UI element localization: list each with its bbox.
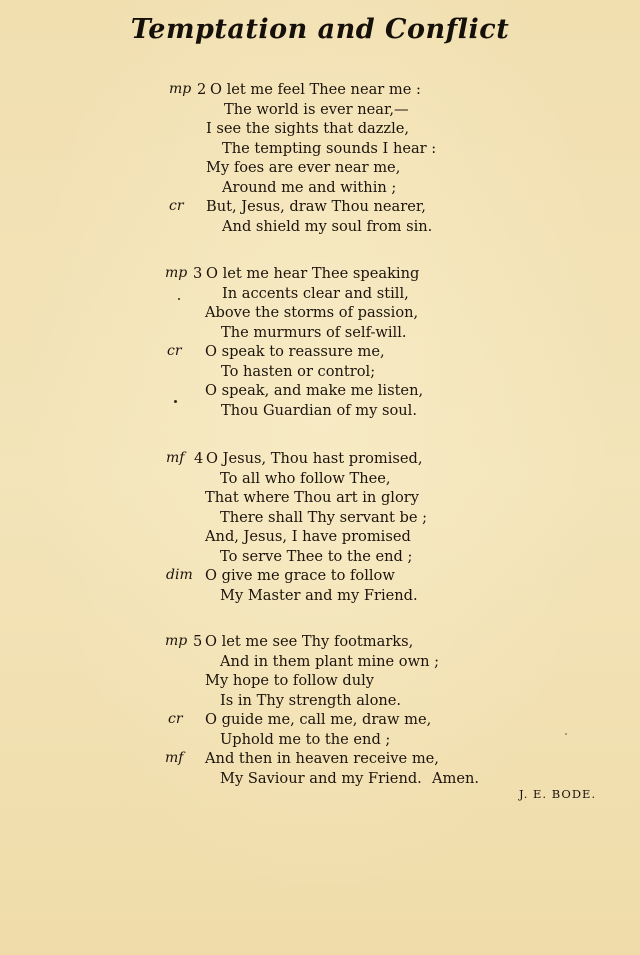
verse-line: O let me feel Thee near me : [210,81,421,98]
stanza-number: 4 [194,450,204,467]
verse-line: And shield my soul from sin. [222,217,433,235]
verse-line: My foes are ever near me, [206,159,401,176]
line-dynamic: cr [169,198,184,214]
verse-line: The world is ever near,— [224,100,409,118]
verse-line: But, Jesus, draw Thou nearer, [206,198,426,215]
verse-line: Uphold me to the end ; [220,730,391,748]
verse-line: O Jesus, Thou hast promised, [206,450,423,467]
line-dynamic: mf [165,750,184,766]
verse-line: And then in heaven receive me, [205,750,439,767]
verse-line: O guide me, call me, draw me, [205,711,432,728]
verse-line: The murmurs of self-will. [221,323,407,341]
verse-line: Above the storms of passion, [205,304,419,321]
verse-line: Is in Thy strength alone. [220,691,402,709]
verse-line: Thou Guardian of my soul. [221,401,417,419]
verse-line: O give me grace to follow [205,567,395,584]
line-dynamic: cr [167,343,182,359]
verse-line: My Master and my Friend. [220,586,418,604]
verse-line: Around me and within ; [222,178,397,196]
author-credit: J. E. BODE. [519,787,597,801]
stanza-dynamic: mf [166,450,185,466]
verse-line: O speak, and make me listen, [205,382,424,399]
verse-line: My hope to follow duly [205,672,375,689]
verse-line: To hasten or control; [221,362,376,380]
print-speck [565,733,567,735]
verse-line: The tempting sounds I hear : [222,139,437,157]
verse-line: And, Jesus, I have promised [205,528,411,545]
verse-line: O let me hear Thee speaking [206,265,420,282]
verse-line: My Saviour and my Friend. [220,769,422,787]
stanza-dynamic: mp [169,81,192,97]
verse-line: To all who follow Thee, [220,469,391,487]
stanza-dynamic: mp [165,265,188,281]
verse-line: And in them plant mine own ; [220,652,440,670]
verse-line: In accents clear and still, [222,284,409,302]
verse-line: There shall Thy servant be ; [220,508,428,526]
stanza-dynamic: mp [165,633,188,649]
stanza-number: 3 [193,265,203,282]
verse-line: O let me see Thy footmarks, [205,633,414,650]
print-speck [174,400,177,403]
print-speck [178,298,180,300]
verse-line: I see the sights that dazzle, [206,120,410,137]
stanza-number: 2 [197,81,207,98]
line-dynamic: dim [166,567,193,583]
verse-line: That where Thou art in glory [205,489,419,506]
verse-line: To serve Thee to the end ; [220,547,413,565]
stanza-number: 5 [193,633,203,650]
amen-text: Amen. [432,769,480,787]
verse-line: O speak to reassure me, [205,343,385,360]
page-title: Temptation and Conflict [130,14,510,45]
line-dynamic: cr [168,711,183,727]
